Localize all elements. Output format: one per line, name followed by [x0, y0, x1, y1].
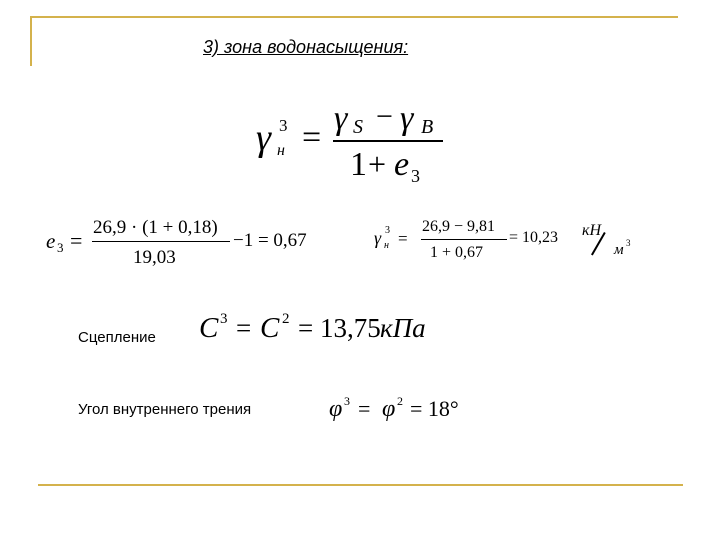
numerator-gamma-s: γ [334, 100, 348, 137]
denominator-subscript: 3 [411, 166, 420, 186]
friction-phi3: φ [329, 396, 343, 422]
gamma-value-numerator: 26,9 − 9,81 [422, 218, 496, 235]
e3-numerator: 26,9 · (1 + 0,18) [93, 217, 218, 238]
e3-symbol: e [46, 229, 56, 253]
unit-denominator-superscript: 3 [626, 238, 631, 248]
friction-phi2-superscript: 2 [397, 394, 403, 408]
left-decorative-rule [30, 16, 32, 66]
gamma-value-fraction-bar [421, 239, 507, 240]
bottom-decorative-rule [38, 484, 683, 486]
cohesion-unit: кПа [380, 313, 426, 343]
e3-fraction-bar [92, 241, 230, 242]
friction-phi3-superscript: 3 [344, 394, 350, 408]
friction-equals: = [358, 396, 371, 421]
gamma-value-superscript: 3 [385, 225, 390, 236]
unit-denominator: м [614, 242, 624, 258]
cohesion-c2-superscript: 2 [282, 311, 290, 327]
denominator-e: e [394, 146, 410, 183]
friction-phi2: φ [382, 396, 396, 422]
e3-equals: = [70, 228, 83, 253]
gamma-value-result: = 10,23 [509, 229, 559, 246]
denominator-plus: + [368, 146, 387, 182]
numerator-s-subscript: S [353, 116, 363, 138]
numerator-b-subscript: B [421, 116, 434, 138]
numerator-gamma-b: γ [400, 100, 414, 137]
gamma-subscript: н [277, 142, 285, 159]
e3-result: −1 = 0,67 [233, 230, 307, 251]
unit-numerator: кН [582, 222, 602, 239]
cohesion-equals: = [236, 313, 252, 343]
gamma-value-equals: = [398, 229, 408, 248]
numerator-minus: − [376, 100, 393, 133]
cohesion-c2: C [260, 312, 280, 344]
denominator-one: 1 [350, 146, 367, 183]
gamma-value-denominator: 1 + 0,67 [430, 244, 484, 261]
slide-title: 3) зона водонасыщения: [203, 37, 409, 57]
cohesion-label: Сцепление [78, 329, 156, 346]
friction-angle-label: Угол внутреннего трения [78, 401, 252, 418]
e3-subscript: 3 [57, 240, 64, 255]
cohesion-c3-superscript: 3 [220, 311, 228, 327]
gamma-superscript: 3 [279, 116, 288, 135]
cohesion-c3: C [199, 312, 219, 344]
fraction-bar [333, 140, 443, 142]
e3-denominator: 19,03 [133, 247, 176, 268]
gamma-value-symbol: γ [374, 228, 382, 248]
friction-value: = 18° [410, 396, 459, 421]
gamma-symbol: γ [256, 117, 271, 159]
gamma-value-subscript: н [384, 240, 389, 251]
equals-sign: = [302, 119, 322, 156]
cohesion-value: = 13,75 [298, 313, 381, 343]
top-decorative-rule [30, 16, 678, 18]
